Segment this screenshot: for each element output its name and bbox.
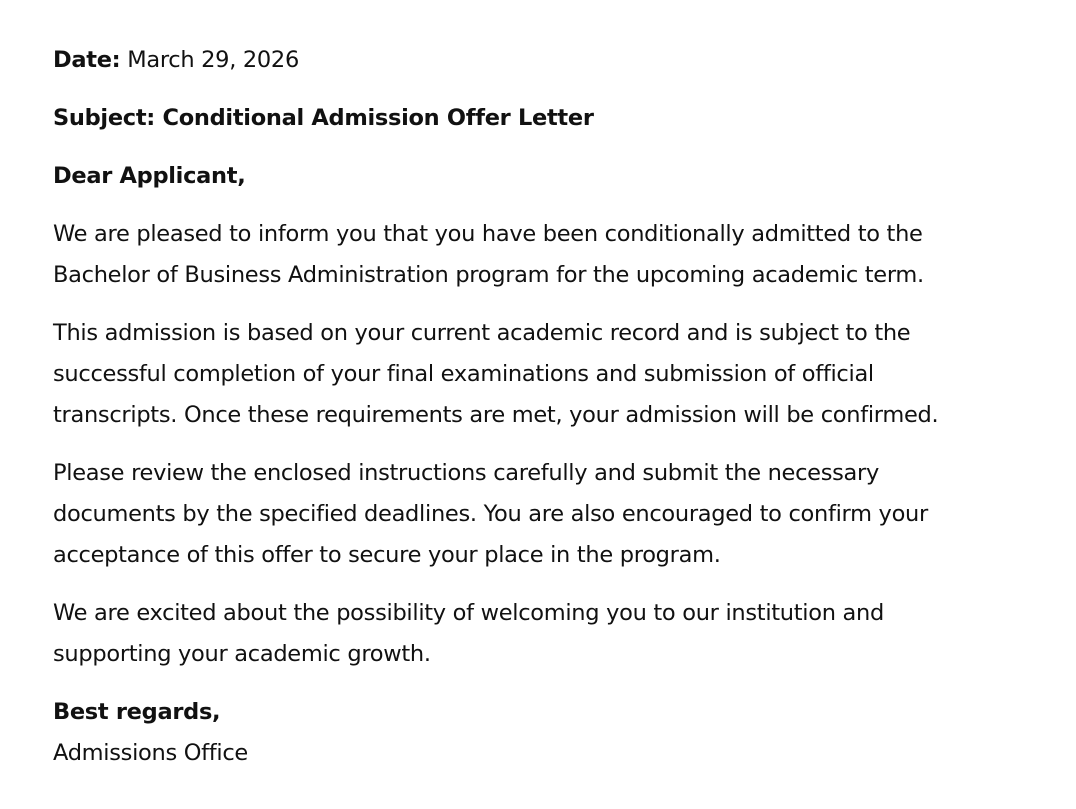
text-line: Please review the enclosed instructions carefully and submit the necessary xyxy=(53,460,880,486)
signature: Admissions Office xyxy=(53,740,248,766)
date-line xyxy=(53,40,1033,81)
subject-line xyxy=(53,98,1033,139)
text-line: documents by the specified deadlines. You are also encouraged to confirm your xyxy=(53,501,928,527)
text-line: supporting your academic growth. xyxy=(53,641,431,667)
date-value: March 29, 2026 xyxy=(120,47,299,73)
paragraph-4 xyxy=(53,593,1033,675)
text-line: acceptance of this offer to secure your place in the program. xyxy=(53,542,721,568)
closing-text: Best regards, xyxy=(53,699,221,725)
closing xyxy=(53,692,1033,733)
paragraph-1 xyxy=(53,214,1033,296)
text-line: Bachelor of Business Administration program for the upcoming academic term. xyxy=(53,262,924,288)
paragraph-2 xyxy=(53,313,1033,436)
text-line: This admission is based on your current academic record and is subject to the xyxy=(53,320,911,346)
salutation xyxy=(53,156,1033,197)
subject-text: Subject: Conditional Admission Offer Letter xyxy=(53,105,594,131)
text-line: We are pleased to inform you that you have been conditionally admitted to the xyxy=(53,221,923,247)
text-line: transcripts. Once these requirements are met, your admission will be confirmed. xyxy=(53,402,939,428)
salutation-text: Dear Applicant, xyxy=(53,163,246,189)
text-line: We are excited about the possibility of welcoming you to our institution and xyxy=(53,600,884,626)
date-label: Date: xyxy=(53,47,121,73)
paragraph-3 xyxy=(53,453,1033,576)
text-line: successful completion of your final examinations and submission of official xyxy=(53,361,874,387)
